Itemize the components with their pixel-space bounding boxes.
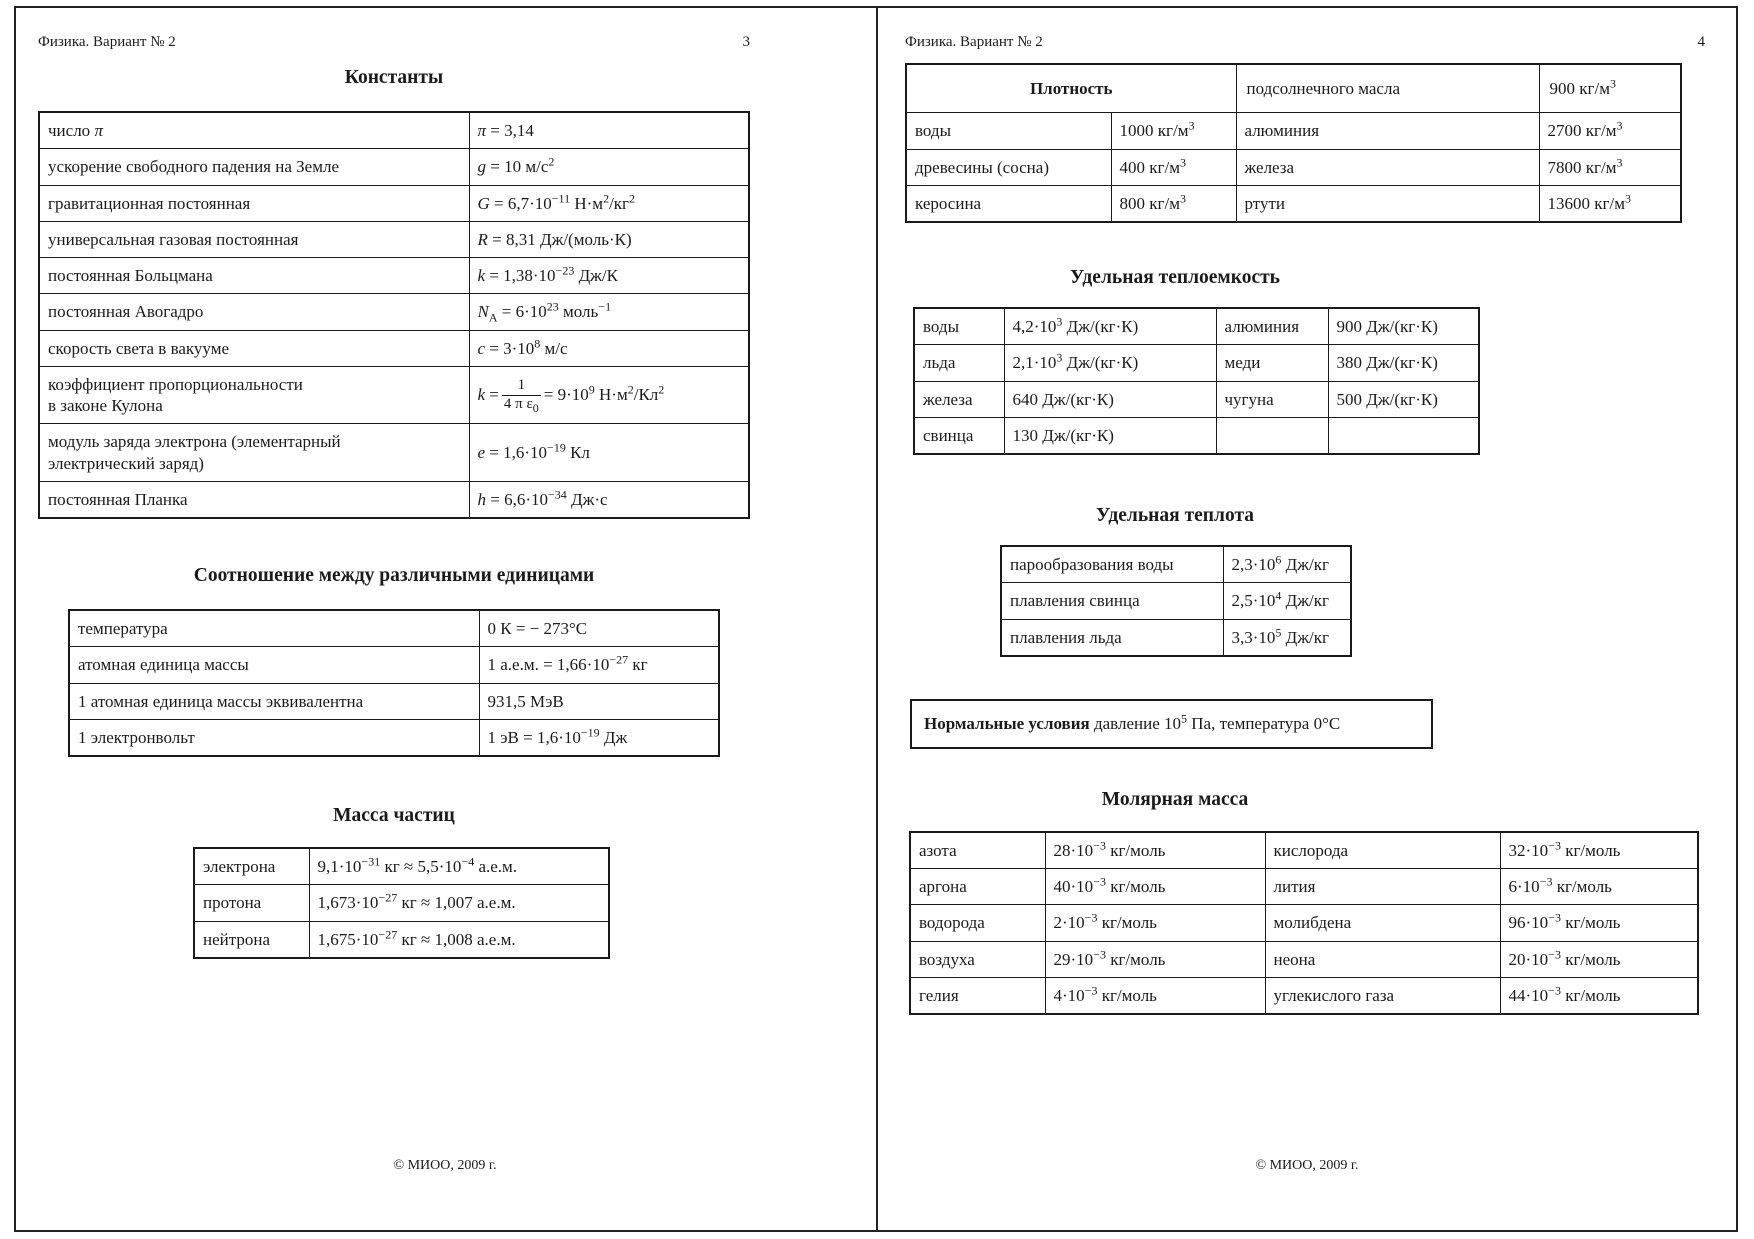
normal-conditions-text: давление $10^5$ Па, температура 0°C xyxy=(1093,711,1341,733)
normal-conditions-label: Нормальные условия xyxy=(924,713,1090,733)
process-cell: плавления льда xyxy=(1001,619,1223,656)
substance-cell: алюминия xyxy=(1216,308,1328,345)
density-value-cell: 900 $кг/м^3$ xyxy=(1539,64,1681,113)
empty-cell xyxy=(1328,417,1479,454)
fraction-denominator: 4 π $\varepsilon_0$ xyxy=(503,395,539,415)
table-row xyxy=(39,221,749,257)
substance-cell: меди xyxy=(1216,345,1328,381)
table-row xyxy=(914,345,1479,381)
substance-cell: керосина xyxy=(906,185,1111,222)
constant-value-cell: $h = 6,6\cdot 10^{-34}$ Дж·с xyxy=(469,481,749,518)
page-header xyxy=(38,34,750,51)
density-value-cell: 2700 $кг/м^3$ xyxy=(1539,113,1681,149)
constant-value-cell: R = 8,31 Дж/(моль·К) xyxy=(469,221,749,257)
particle-name-cell: протона xyxy=(194,885,309,921)
page-3 xyxy=(16,8,874,1232)
units-table xyxy=(68,609,720,757)
heat-capacity-title: Удельная теплоемкость xyxy=(1070,267,1280,288)
constant-value-cell xyxy=(469,366,749,424)
unit-value-cell: 1 а.е.м. = $1,66\cdot 10^{-27}$ кг xyxy=(479,647,719,683)
unit-name-cell: атомная единица массы xyxy=(69,647,479,683)
table-row xyxy=(39,424,749,482)
molar-mass-cell: $29\cdot 10^{-3}$ кг/моль xyxy=(1045,941,1265,977)
constant-value-cell: $c = 3\cdot 10^8$ м/с xyxy=(469,330,749,366)
unit-name-cell: температура xyxy=(69,610,479,647)
coulomb-rest: = $9\cdot 10^9$ $Н\cdot м^2/Кл^2$ xyxy=(543,382,665,405)
table-row xyxy=(39,366,749,424)
empty-cell xyxy=(1216,417,1328,454)
molar-mass-cell: $32\cdot 10^{-3}$ кг/моль xyxy=(1500,832,1698,869)
constants-title: Константы xyxy=(344,67,444,88)
substance-cell: железа xyxy=(1236,149,1539,185)
table-row xyxy=(906,185,1681,222)
table-row xyxy=(194,848,609,885)
heat-capacity-cell: 500 Дж/(кг·К) xyxy=(1328,381,1479,417)
specific-heat-cell: $3,3\cdot 10^5$ Дж/кг xyxy=(1223,619,1351,656)
molar-mass-cell: $2\cdot 10^{-3}$ кг/моль xyxy=(1045,905,1265,941)
table-row xyxy=(39,149,749,185)
table-row xyxy=(39,330,749,366)
constant-name-cell: скорость света в вакууме xyxy=(39,330,469,366)
table-row xyxy=(906,64,1681,113)
constant-value-cell: $G = 6,7\cdot 10^{-11}$ $Н\cdot м^2/кг^2$ xyxy=(469,185,749,221)
particle-name-cell: электрона xyxy=(194,848,309,885)
unit-name-cell: 1 атомная единица массы эквивалентна xyxy=(69,683,479,719)
density-value-cell: 7800 $кг/м^3$ xyxy=(1539,149,1681,185)
page-number: 3 xyxy=(742,34,750,50)
table-row xyxy=(910,977,1698,1014)
gas-cell: воздуха xyxy=(910,941,1045,977)
table-row xyxy=(914,417,1479,454)
constant-name-cell: постоянная Авогадро xyxy=(39,294,469,330)
heat-capacity-cell: 380 Дж/(кг·К) xyxy=(1328,345,1479,381)
molar-mass-cell: $28\cdot 10^{-3}$ кг/моль xyxy=(1045,832,1265,869)
table-row xyxy=(39,481,749,518)
table-row xyxy=(910,941,1698,977)
unit-value-cell: 931,5 МэВ xyxy=(479,683,719,719)
gas-cell: кислорода xyxy=(1265,832,1500,869)
coulomb-lead: k = xyxy=(477,385,499,405)
page-footer: © МИОО, 2009 г. xyxy=(1255,1158,1359,1173)
table-row xyxy=(910,869,1698,905)
gas-cell: молибдена xyxy=(1265,905,1500,941)
table-row xyxy=(914,308,1479,345)
gas-cell: азота xyxy=(910,832,1045,869)
constant-name-cell: универсальная газовая постоянная xyxy=(39,221,469,257)
molar-mass-cell: $44\cdot 10^{-3}$ кг/моль xyxy=(1500,977,1698,1014)
gas-cell: аргона xyxy=(910,869,1045,905)
table-row xyxy=(39,112,749,149)
heat-capacity-cell: $4,2\cdot 10^3$ Дж/(кг·К) xyxy=(1004,308,1216,345)
particle-name-cell: нейтрона xyxy=(194,921,309,958)
table-row xyxy=(914,381,1479,417)
substance-cell: подсолнечного масла xyxy=(1236,64,1539,113)
density-value-cell: 400 $кг/м^3$ xyxy=(1111,149,1236,185)
substance-cell: ртути xyxy=(1236,185,1539,222)
molar-mass-cell: $6\cdot 10^{-3}$ кг/моль xyxy=(1500,869,1698,905)
particle-mass-cell: $9,1\cdot 10^{-31}$ кг ≈ $5,5\cdot 10^{-4}$ а.е.м. xyxy=(309,848,609,885)
unit-value-cell: 1 эВ = $1,6\cdot 10^{-19}$ Дж xyxy=(479,719,719,756)
constant-value-cell: π = 3,14 xyxy=(469,112,749,149)
constant-name-cell: ускорение свободного падения на Земле xyxy=(39,149,469,185)
gas-cell: водорода xyxy=(910,905,1045,941)
constant-value-cell: $N_А = 6\cdot 10^{23}$ моль$^{-1}$ xyxy=(469,294,749,330)
particle-mass-title: Масса частиц xyxy=(333,805,455,826)
page-footer: © МИОО, 2009 г. xyxy=(393,1158,497,1173)
constant-value-cell: g = 10 $м/с^2$ xyxy=(469,149,749,185)
table-row xyxy=(69,610,719,647)
specific-heat-table xyxy=(1000,545,1352,657)
constant-name-cell: постоянная Больцмана xyxy=(39,258,469,294)
page-number: 4 xyxy=(1697,34,1705,50)
constant-value-cell: $e = 1,6\cdot 10^{-19}$ Кл xyxy=(469,424,749,482)
constant-name-cell: модуль заряда электрона (элементарный электрический заряд) xyxy=(39,424,469,482)
substance-cell: льда xyxy=(914,345,1004,381)
density-table xyxy=(905,63,1682,223)
substance-cell: железа xyxy=(914,381,1004,417)
gas-cell: гелия xyxy=(910,977,1045,1014)
heat-capacity-table xyxy=(913,307,1480,455)
table-row xyxy=(69,647,719,683)
table-row xyxy=(194,885,609,921)
table-row xyxy=(69,719,719,756)
table-row xyxy=(906,113,1681,149)
normal-conditions-box xyxy=(910,699,1433,749)
table-row xyxy=(910,832,1698,869)
molar-mass-cell: $20\cdot 10^{-3}$ кг/моль xyxy=(1500,941,1698,977)
constant-name-cell: коэффициент пропорциональности в законе Кулона xyxy=(39,366,469,424)
particle-mass-cell: $1,675\cdot 10^{-27}$ кг ≈ 1,008 а.е.м. xyxy=(309,921,609,958)
molar-mass-cell: $96\cdot 10^{-3}$ кг/моль xyxy=(1500,905,1698,941)
density-value-cell: 13600 $кг/м^3$ xyxy=(1539,185,1681,222)
table-row xyxy=(69,683,719,719)
constant-name-cell: гравитационная постоянная xyxy=(39,185,469,221)
fraction xyxy=(502,377,541,413)
substance-cell: воды xyxy=(906,113,1111,149)
heat-capacity-cell: 130 Дж/(кг·К) xyxy=(1004,417,1216,454)
table-row xyxy=(1001,619,1351,656)
constants-table xyxy=(38,111,750,519)
gas-cell: неона xyxy=(1265,941,1500,977)
unit-name-cell: 1 электронвольт xyxy=(69,719,479,756)
unit-value-cell: 0 К = − 273°C xyxy=(479,610,719,647)
table-row xyxy=(1001,583,1351,619)
density-value-cell: 1000 $кг/м^3$ xyxy=(1111,113,1236,149)
fraction-numerator: 1 xyxy=(502,377,541,395)
gas-cell: углекислого газа xyxy=(1265,977,1500,1014)
molar-mass-title: Молярная масса xyxy=(1101,788,1249,810)
page-4 xyxy=(878,8,1736,1232)
specific-heat-title: Удельная теплота xyxy=(1095,505,1255,526)
table-row xyxy=(39,258,749,294)
density-title-cell: Плотность xyxy=(906,64,1236,113)
molar-mass-cell: $4\cdot 10^{-3}$ кг/моль xyxy=(1045,977,1265,1014)
constant-name-cell: число π xyxy=(39,112,469,149)
table-row xyxy=(194,921,609,958)
substance-cell: чугуна xyxy=(1216,381,1328,417)
table-row xyxy=(1001,546,1351,583)
density-value-cell: 800 $кг/м^3$ xyxy=(1111,185,1236,222)
substance-cell: воды xyxy=(914,308,1004,345)
heat-capacity-cell: $2,1\cdot 10^3$ Дж/(кг·К) xyxy=(1004,345,1216,381)
gas-cell: лития xyxy=(1265,869,1500,905)
substance-cell: древесины (сосна) xyxy=(906,149,1111,185)
particle-mass-table xyxy=(193,847,610,959)
particle-mass-cell: $1,673\cdot 10^{-27}$ кг ≈ 1,007 а.е.м. xyxy=(309,885,609,921)
header-title: Физика. Вариант № 2 xyxy=(905,34,1043,50)
process-cell: парообразования воды xyxy=(1001,546,1223,583)
table-row xyxy=(39,294,749,330)
units-title: Соотношение между различными единицами xyxy=(193,565,595,586)
page-header xyxy=(905,34,1705,51)
constant-name-cell: постоянная Планка xyxy=(39,481,469,518)
molar-mass-table xyxy=(909,831,1699,1015)
molar-mass-cell: $40\cdot 10^{-3}$ кг/моль xyxy=(1045,869,1265,905)
constant-value-cell: $k = 1,38\cdot 10^{-23}$ Дж/К xyxy=(469,258,749,294)
table-row xyxy=(39,185,749,221)
specific-heat-cell: $2,5\cdot 10^4$ Дж/кг xyxy=(1223,583,1351,619)
table-row xyxy=(906,149,1681,185)
table-row xyxy=(910,905,1698,941)
header-title: Физика. Вариант № 2 xyxy=(38,34,176,50)
heat-capacity-cell: 900 Дж/(кг·К) xyxy=(1328,308,1479,345)
substance-cell: алюминия xyxy=(1236,113,1539,149)
process-cell: плавления свинца xyxy=(1001,583,1223,619)
specific-heat-cell: $2,3\cdot 10^6$ Дж/кг xyxy=(1223,546,1351,583)
heat-capacity-cell: 640 Дж/(кг·К) xyxy=(1004,381,1216,417)
substance-cell: свинца xyxy=(914,417,1004,454)
